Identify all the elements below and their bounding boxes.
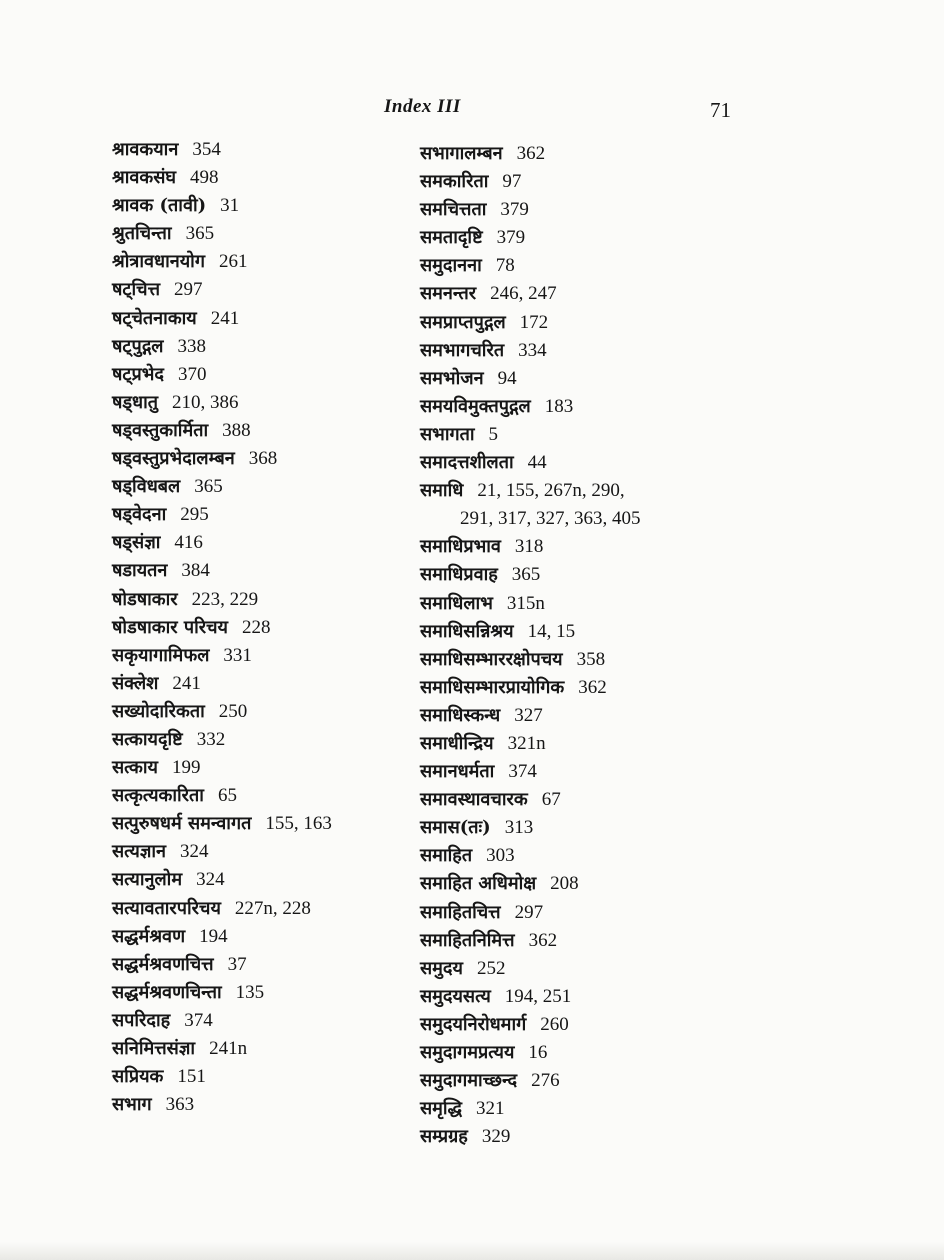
index-term: सद्धर्मश्रवणचित्त <box>112 953 214 975</box>
index-entry <box>112 361 412 389</box>
index-entry <box>112 895 412 923</box>
index-term: समकारिता <box>420 171 489 193</box>
index-term: सत्काय <box>112 757 158 779</box>
index-pages: 14, 15 <box>527 620 576 642</box>
index-term: समृद्धि <box>420 1098 462 1120</box>
index-pages: 241 <box>210 307 240 329</box>
index-entry <box>420 393 800 421</box>
index-term: सत्यावतारपरिचय <box>112 897 221 919</box>
index-entry <box>112 866 412 894</box>
index-entry <box>112 164 412 192</box>
index-entry <box>420 1011 800 1039</box>
index-term: षड्धातु <box>112 391 159 413</box>
index-pages: 416 <box>174 532 203 554</box>
index-pages: 67 <box>541 789 561 811</box>
index-pages: 363 <box>165 1094 195 1116</box>
index-pages: 321n <box>507 732 546 754</box>
index-term: समानधर्मता <box>420 761 495 783</box>
index-term: समाधिस्कन्ध <box>420 704 501 726</box>
index-pages: 246, 247 <box>490 283 557 305</box>
index-pages: 183 <box>544 395 574 417</box>
page-header-title: Index III <box>384 96 461 117</box>
index-pages: 78 <box>495 255 515 277</box>
index-entry <box>112 726 412 754</box>
index-term: षोडषाकार परिचय <box>112 616 228 638</box>
index-entry <box>420 140 800 168</box>
index-entry <box>420 477 800 505</box>
index-entry <box>420 1123 800 1151</box>
index-term: षड्वस्तुकार्मिता <box>112 419 209 441</box>
index-entry <box>112 1035 412 1063</box>
index-pages: 250 <box>218 700 248 722</box>
index-pages: 208 <box>550 873 579 895</box>
index-entry <box>112 501 412 529</box>
index-pages: 94 <box>497 367 517 389</box>
index-entry <box>112 670 412 698</box>
index-pages: 329 <box>481 1126 511 1148</box>
index-entry <box>112 389 412 417</box>
index-pages: 303 <box>486 845 515 867</box>
index-entry <box>420 842 800 870</box>
index-entry <box>420 590 800 618</box>
index-term: षड्वेदना <box>112 504 167 526</box>
index-pages: 291, 317, 327, 363, 405 <box>460 508 641 530</box>
index-term: समुदय <box>420 957 463 979</box>
index-pages: 315n <box>506 592 545 614</box>
index-pages: 297 <box>174 279 203 301</box>
index-term: श्रावकसंघ <box>112 167 177 189</box>
index-term: समुदानना <box>420 255 482 277</box>
index-entry <box>112 473 412 501</box>
index-term: समुदयनिरोधमार्ग <box>420 1013 527 1035</box>
index-term: सपरिदाह <box>112 1009 171 1031</box>
index-pages: 194, 251 <box>504 985 572 1007</box>
index-pages: 135 <box>235 981 265 1003</box>
index-pages: 498 <box>190 167 219 189</box>
index-pages: 368 <box>248 448 278 470</box>
index-pages: 321 <box>475 1098 505 1120</box>
index-term: संक्लेश <box>112 672 159 694</box>
index-term: षट्चेतनाकाय <box>112 307 197 329</box>
index-term: श्रावक (तावी) <box>112 195 207 217</box>
index-pages: 276 <box>531 1070 560 1092</box>
index-entry <box>112 810 412 838</box>
index-pages: 16 <box>528 1042 548 1063</box>
index-entry <box>420 730 800 758</box>
page-bottom-edge <box>0 1242 944 1260</box>
index-term: समतादृष्टि <box>420 227 483 249</box>
index-pages: 379 <box>500 199 529 221</box>
index-entry <box>420 1039 800 1067</box>
index-entry <box>112 979 412 1007</box>
index-term: सत्यानुलोम <box>112 869 183 891</box>
index-pages: 65 <box>217 785 237 807</box>
index-entry <box>112 529 412 557</box>
index-term: समाधिलाभ <box>420 592 493 614</box>
index-pages: 260 <box>540 1013 569 1035</box>
index-pages: 151 <box>177 1066 206 1088</box>
index-entry <box>112 557 412 585</box>
index-entry <box>112 838 412 866</box>
index-term: समचित्तता <box>420 199 487 221</box>
index-entry <box>112 698 412 726</box>
index-pages: 379 <box>496 227 526 249</box>
index-term: समभोजन <box>420 367 484 389</box>
index-pages: 44 <box>527 452 547 474</box>
index-pages: 313 <box>504 817 534 839</box>
index-term: समनन्तर <box>420 283 477 305</box>
index-term: षड्विधबल <box>112 476 181 498</box>
index-entry <box>112 1091 412 1119</box>
index-entry <box>112 192 412 220</box>
index-term: सख्योदारिकता <box>112 700 205 722</box>
index-term: समाधिप्रवाह <box>420 564 498 586</box>
index-entry <box>420 533 800 561</box>
index-entry <box>420 168 800 196</box>
index-pages: 318 <box>514 536 544 558</box>
index-entry <box>420 1095 800 1123</box>
index-entry <box>420 786 800 814</box>
index-entry <box>112 1007 412 1035</box>
index-term: सद्धर्मश्रवण <box>112 925 186 947</box>
index-pages: 370 <box>177 363 207 385</box>
index-entry <box>420 505 800 533</box>
index-entry <box>420 758 800 786</box>
index-pages: 374 <box>508 761 537 783</box>
index-term: श्रुतचिन्ता <box>112 223 172 245</box>
index-entry <box>112 333 412 361</box>
index-entry <box>420 983 800 1011</box>
index-term: षट्प्रभेद <box>112 363 164 385</box>
index-entry <box>420 618 800 646</box>
index-pages: 384 <box>181 560 210 582</box>
index-entry <box>420 674 800 702</box>
index-pages: 331 <box>223 644 252 666</box>
index-term: सत्कायदृष्टि <box>112 728 183 750</box>
index-pages: 362 <box>528 929 558 951</box>
index-entry <box>112 305 412 333</box>
index-pages: 155, 163 <box>265 813 332 835</box>
index-term: सम्प्रग्रह <box>420 1126 468 1148</box>
index-term: सत्पुरुषधर्म समन्वागत <box>112 813 252 835</box>
index-pages: 295 <box>180 504 209 526</box>
index-term: षट्चित्त <box>112 279 161 301</box>
index-pages: 261 <box>218 251 248 273</box>
index-pages: 37 <box>227 953 247 975</box>
index-pages: 227n, 228 <box>234 897 311 919</box>
index-term: सप्रियक <box>112 1066 164 1088</box>
index-pages: 362 <box>578 676 607 698</box>
index-pages: 338 <box>177 335 206 357</box>
index-pages: 199 <box>171 757 201 779</box>
page-number: 71 <box>710 98 731 122</box>
index-term: श्रावकयान <box>112 139 179 160</box>
index-term: श्रोत्रावधानयोग <box>112 251 205 273</box>
index-entry <box>112 586 412 614</box>
index-term: समप्राप्तपुद्गल <box>420 311 506 333</box>
index-pages: 365 <box>194 476 223 498</box>
index-term: समाधिप्रभाव <box>420 536 501 558</box>
index-pages: 297 <box>514 901 544 923</box>
index-pages: 223, 229 <box>191 588 259 610</box>
index-term: सभागता <box>420 423 475 445</box>
index-entry <box>112 220 412 248</box>
index-pages: 365 <box>511 564 541 586</box>
index-pages: 21, 155, 267n, 290, <box>477 480 625 502</box>
index-term: समुदागमाच्छन्द <box>420 1070 518 1092</box>
index-term: षड्वस्तुप्रभेदालम्बन <box>112 448 235 470</box>
index-pages: 327 <box>514 704 543 726</box>
index-pages: 324 <box>196 869 225 891</box>
index-entry <box>420 814 800 842</box>
index-term: समावस्थावचारक <box>420 789 528 811</box>
index-term: सकृयागामिफल <box>112 644 210 666</box>
index-term: समुदयसत्य <box>420 985 491 1007</box>
index-entry <box>420 365 800 393</box>
index-entry <box>112 248 412 276</box>
index-entry <box>420 927 800 955</box>
index-term: समभागचरित <box>420 339 505 361</box>
index-term: सत्यज्ञान <box>112 841 167 863</box>
index-pages: 97 <box>502 171 522 193</box>
index-term: सत्कृत्यकारिता <box>112 785 204 807</box>
index-entry <box>420 1067 800 1095</box>
index-entry <box>112 923 412 951</box>
index-term: समाहितचित्त <box>420 901 501 923</box>
index-entry <box>420 899 800 927</box>
index-entry <box>420 224 800 252</box>
index-pages: 210, 386 <box>172 391 239 413</box>
index-term: समाधिसम्भारप्रायोगिक <box>420 676 565 698</box>
index-term: सभाग <box>112 1094 152 1116</box>
index-term: समादत्तशीलता <box>420 452 514 474</box>
index-pages: 172 <box>519 311 549 333</box>
index-pages: 332 <box>196 728 226 750</box>
index-column-right <box>420 140 800 1151</box>
index-entry <box>112 614 412 642</box>
index-term: समाधीन्द्रिय <box>420 732 494 754</box>
index-entry <box>420 561 800 589</box>
index-pages: 252 <box>476 957 506 979</box>
index-pages: 31 <box>220 195 240 217</box>
index-pages: 374 <box>184 1009 213 1031</box>
index-entry <box>420 196 800 224</box>
index-pages: 362 <box>516 143 546 164</box>
index-term: समयविमुक्तपुद्गल <box>420 395 531 417</box>
index-term: समाहित <box>420 845 473 867</box>
index-entry <box>420 337 800 365</box>
index-pages: 194 <box>199 925 228 947</box>
index-entry <box>420 646 800 674</box>
index-entry <box>112 445 412 473</box>
index-term: सद्धर्मश्रवणचिन्ता <box>112 981 222 1003</box>
index-pages: 241n <box>209 1038 248 1059</box>
index-entry <box>112 642 412 670</box>
index-entry <box>420 870 800 898</box>
index-term: सनिमित्तसंज्ञा <box>112 1038 196 1059</box>
index-pages: 354 <box>192 139 221 160</box>
index-entry <box>112 1063 412 1091</box>
index-pages: 324 <box>180 841 209 863</box>
index-pages: 241 <box>172 672 201 694</box>
index-pages: 334 <box>518 339 547 361</box>
index-term: समाधिसन्निश्रय <box>420 620 514 642</box>
index-entry <box>420 309 800 337</box>
index-term: समास(तः) <box>420 817 491 839</box>
index-entry <box>420 955 800 983</box>
index-pages: 358 <box>576 648 606 670</box>
index-entry <box>420 449 800 477</box>
index-term: समाहितनिमित्त <box>420 929 515 951</box>
index-term: समाधि <box>420 480 464 502</box>
index-entry <box>112 417 412 445</box>
index-term: समाहित अधिमोक्ष <box>420 873 537 895</box>
index-pages: 228 <box>242 616 271 638</box>
index-entry <box>420 252 800 280</box>
index-term: सभागालम्बन <box>420 143 503 164</box>
index-term: समाधिसम्भाररक्षोपचय <box>420 648 563 670</box>
index-entry <box>420 702 800 730</box>
index-entry <box>420 421 800 449</box>
index-entry <box>112 136 412 164</box>
index-term: समुदागमप्रत्यय <box>420 1042 515 1063</box>
index-column-left <box>112 136 412 1119</box>
index-entry <box>112 782 412 810</box>
index-pages: 365 <box>185 223 215 245</box>
index-entry <box>420 280 800 308</box>
index-term: षोडषाकार <box>112 588 178 610</box>
index-term: षड्संज्ञा <box>112 532 161 554</box>
index-entry <box>112 754 412 782</box>
index-pages: 388 <box>222 419 251 441</box>
index-term: षट्पुद्गल <box>112 335 164 357</box>
index-entry <box>112 276 412 304</box>
index-term: षडायतन <box>112 560 168 582</box>
index-pages: 5 <box>488 423 499 445</box>
index-entry <box>112 951 412 979</box>
